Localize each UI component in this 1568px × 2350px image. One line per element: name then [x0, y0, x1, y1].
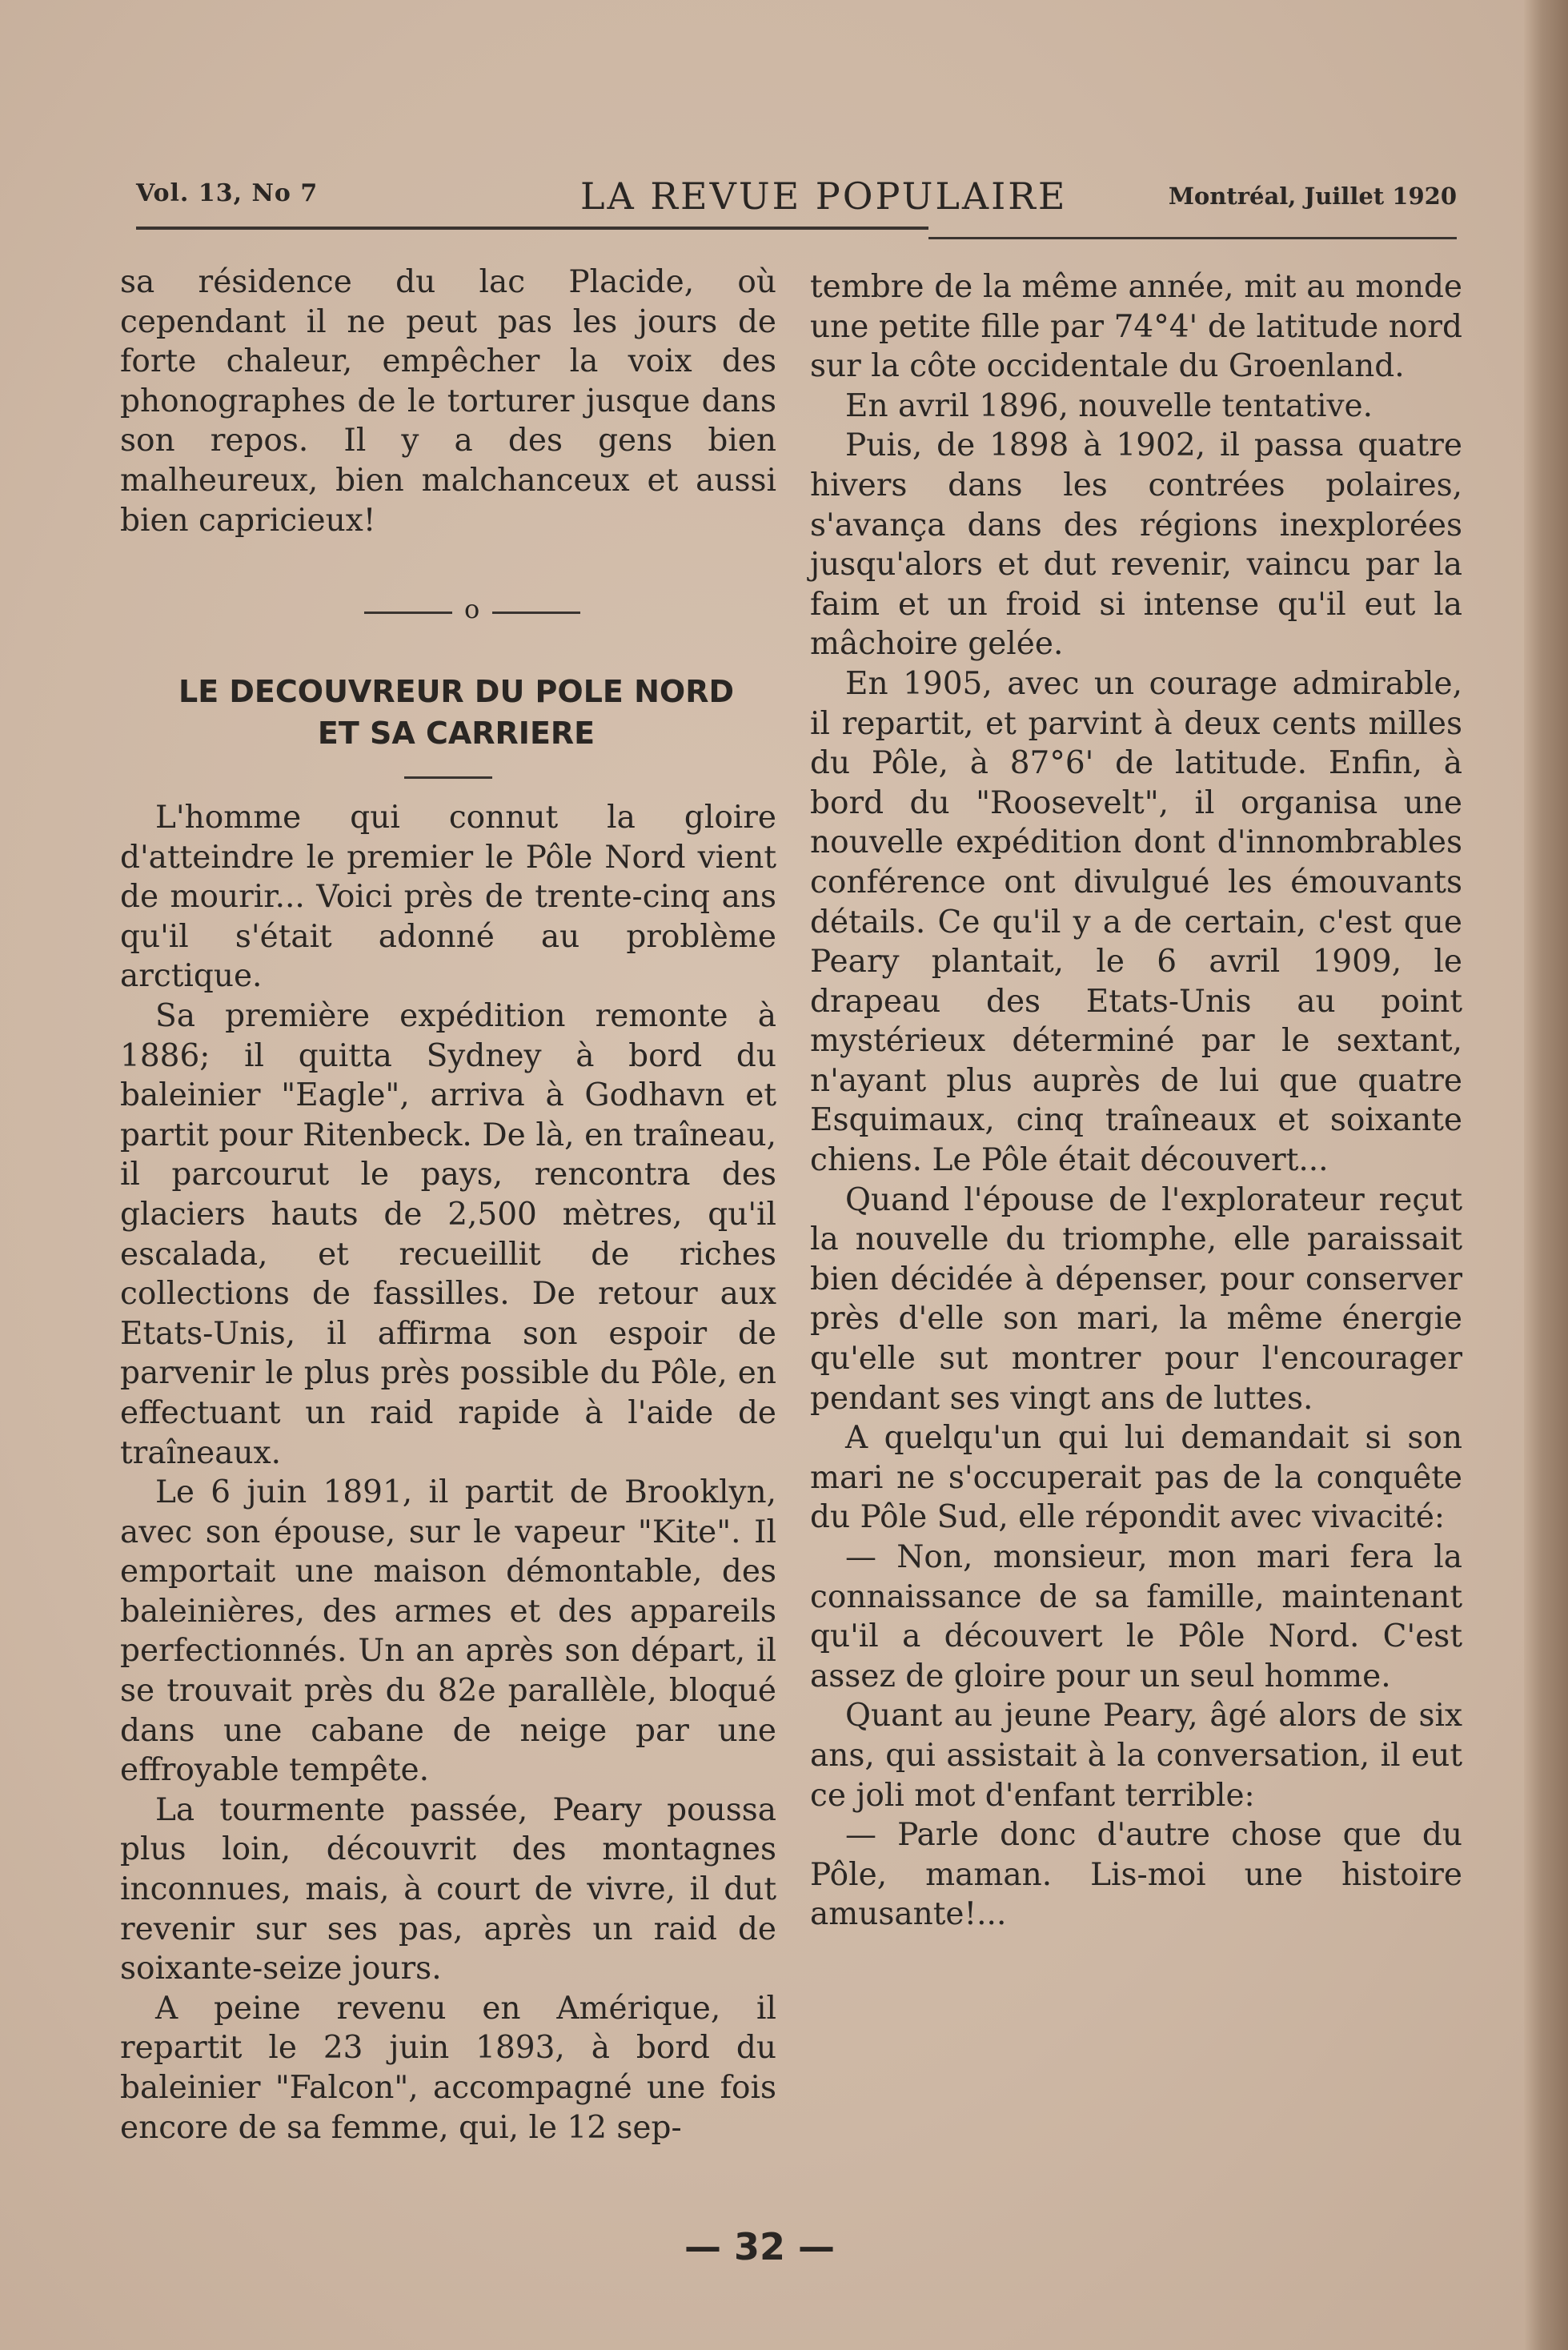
- paragraph: La tourmente passée, Peary poussa plus loin, découvrit des montagnes inconnues, mais, à court de vivre, il dut revenir sur ses pas, après un raid de soixante-seize jours.: [120, 1791, 776, 1987]
- paragraph: En 1905, avec un courage admirable, il repartit, et parvint à deux cents milles du Pôle, à 87°6' de latitude. Enfin, à bord du "Roosevelt", il organisa une nouvelle expédition dont d'innombrables conférence ont divulgué les émouvants détails. Ce qu'il y a de certain, c'est que Peary plantait, le 6 avril 1909, le drapeau des Etats-Unis au point mystérieux déterminé par le sextant, n'ayant plus auprès de lui que quatre Esquimaux, cinq traîneaux et soixante chiens. Le Pôle était découvert...: [810, 665, 1462, 1179]
- publication-title: LA REVUE POPULAIRE: [580, 174, 1068, 218]
- paragraph: L'homme qui connut la gloire d'atteindre le premier le Pôle Nord vient de mourir... Voici près de trente-cinq ans qu'il s'était adonné au problème arctique.: [120, 800, 776, 995]
- paragraph: Quand l'épouse de l'explorateur reçut la nouvelle du triomphe, elle paraissait bien décidée à dépenser, pour conserver près d'elle son mari, la même énergie qu'elle sut montrer pour l'encourager pendant ses vingt ans de luttes.: [810, 1181, 1462, 1417]
- column-one-article: [120, 798, 776, 2147]
- section-separator: [364, 594, 580, 624]
- paragraph: Puis, de 1898 à 1902, il passa quatre hivers dans les contrées polaires, s'avança dans des régions inexplorées jusqu'alors et dut revenir, vaincu par la faim et un froid si intense qu'il eut la mâchoire gelée.: [810, 427, 1462, 663]
- header-rule-right: [928, 237, 1457, 239]
- column-two: [810, 267, 1462, 1935]
- paragraph-continued: tembre de la même année, mit au monde une petite fille par 74°4' de latitude nord sur la côte occidentale du Groenland.: [810, 269, 1462, 385]
- paragraph: sa résidence du lac Placide, où cependant il ne peut pas les jours de forte chaleur, empêcher la voix des phonographes de le torturer jusque dans son repos. Il y a des gens bien malheureux, bien malchanceux et aussi bien capricieux!: [120, 264, 776, 539]
- heading-line-2: ET SA CARRIERE: [317, 716, 596, 751]
- paragraph: A quelqu'un qui lui demandait si son mari ne s'occuperait pas de la conquête du Pôle Sud, elle répondit avec vivacité:: [810, 1420, 1462, 1536]
- article-heading: [128, 671, 784, 754]
- paragraph: — Non, monsieur, mon mari fera la connaissance de sa famille, maintenant qu'il a découvert le Pôle Nord. C'est assez de gloire pour un seul homme.: [810, 1539, 1462, 1694]
- paragraph: — Parle donc d'autre chose que du Pôle, maman. Lis-moi une histoire amusante!...: [810, 1817, 1462, 1933]
- separator-mark: o: [464, 594, 480, 624]
- paragraph: Quant au jeune Peary, âgé alors de six ans, qui assistait à la conversation, il eut ce joli mot d'enfant terrible:: [810, 1698, 1462, 1814]
- issue-date: Montréal, Juillet 1920: [1168, 182, 1457, 210]
- paragraph: En avril 1896, nouvelle tentative.: [845, 387, 1374, 424]
- column-one-top: [120, 263, 776, 540]
- heading-line-1: LE DECOUVREUR DU POLE NORD: [178, 674, 735, 709]
- paragraph: A peine revenu en Amérique, il repartit le 23 juin 1893, à bord du baleinier "Falcon", accompagné une fois encore de sa femme, qui, le 12 sep-: [120, 1990, 776, 2146]
- page-number: — 32 —: [684, 2225, 836, 2268]
- page-header: [136, 174, 1457, 223]
- page-edge: [1524, 0, 1568, 2350]
- paragraph: Le 6 juin 1891, il partit de Brooklyn, avec son épouse, sur le vapeur "Kite". Il emportait une maison démontable, des baleinières, des armes et des appareils perfectionnés. Un an après son départ, il se trouvait près du 82e parallèle, bloqué dans une cabane de neige par une effroyable tempête.: [120, 1474, 776, 1789]
- header-rule-left: [136, 227, 928, 230]
- volume-number: Vol. 13, No 7: [136, 179, 319, 207]
- paragraph: Sa première expédition remonte à 1886; il quitta Sydney à bord du baleinier "Eagle", arriva à Godhavn et partit pour Ritenbeck. De là, en traîneau, il parcourut le pays, rencontra des glaciers hauts de 2,500 mètres, qu'il escalada, et recueillit de riches collections de fassilles. De retour aux Etats-Unis, il affirma son espoir de parvenir le plus près possible du Pôle, en effectuant un raid rapide à l'aide de traîneaux.: [120, 997, 776, 1471]
- heading-rule: [404, 776, 492, 779]
